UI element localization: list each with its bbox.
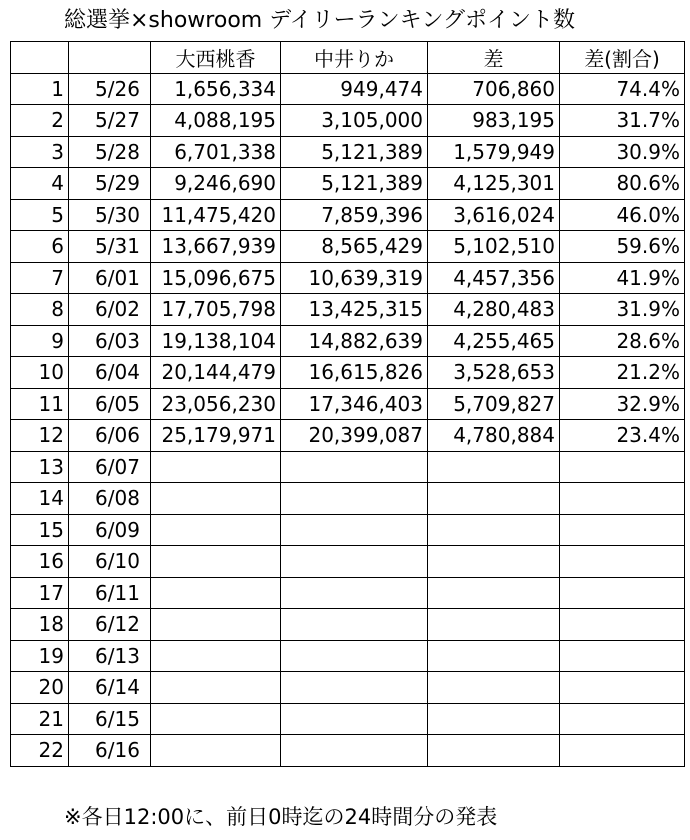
onishi-momoka-points-cell [151, 483, 281, 515]
difference-cell [428, 546, 560, 578]
date-cell: 6/14 [69, 672, 151, 704]
difference-cell [428, 451, 560, 483]
onishi-momoka-points-cell: 19,138,104 [151, 325, 281, 357]
difference-cell [428, 672, 560, 704]
nakai-rika-points-cell [281, 546, 428, 578]
date-cell: 6/02 [69, 294, 151, 326]
difference-ratio-cell [560, 483, 685, 515]
difference-ratio-cell [560, 640, 685, 672]
table-row [11, 199, 685, 231]
difference-cell [428, 483, 560, 515]
difference-cell [428, 577, 560, 609]
date-cell: 6/05 [69, 388, 151, 420]
row-number-cell: 12 [11, 420, 69, 452]
difference-ratio-cell: 80.6% [560, 168, 685, 200]
table-row [11, 577, 685, 609]
date-cell: 6/15 [69, 703, 151, 735]
table-row [11, 609, 685, 641]
table-row [11, 640, 685, 672]
difference-ratio-cell: 23.4% [560, 420, 685, 452]
nakai-rika-points-cell: 14,882,639 [281, 325, 428, 357]
nakai-rika-points-cell: 5,121,389 [281, 136, 428, 168]
nakai-rika-points-cell: 949,474 [281, 73, 428, 105]
difference-cell: 1,579,949 [428, 136, 560, 168]
nakai-rika-points-cell [281, 672, 428, 704]
nakai-rika-points-cell [281, 451, 428, 483]
onishi-momoka-points-cell: 9,246,690 [151, 168, 281, 200]
nakai-rika-points-cell: 3,105,000 [281, 105, 428, 137]
difference-ratio-cell [560, 672, 685, 704]
row-number-cell: 22 [11, 735, 69, 767]
difference-ratio-cell: 46.0% [560, 199, 685, 231]
table-row [11, 105, 685, 137]
difference-ratio-cell [560, 577, 685, 609]
onishi-momoka-points-cell: 1,656,334 [151, 73, 281, 105]
table-row [11, 420, 685, 452]
row-number-cell: 9 [11, 325, 69, 357]
nakai-rika-points-cell [281, 640, 428, 672]
date-cell: 6/12 [69, 609, 151, 641]
header-number [11, 42, 69, 74]
date-cell: 6/07 [69, 451, 151, 483]
difference-ratio-cell: 32.9% [560, 388, 685, 420]
header-difference: 差 [428, 42, 560, 74]
date-cell: 6/09 [69, 514, 151, 546]
onishi-momoka-points-cell: 17,705,798 [151, 294, 281, 326]
difference-cell [428, 703, 560, 735]
table-row [11, 703, 685, 735]
difference-ratio-cell: 28.6% [560, 325, 685, 357]
difference-ratio-cell: 59.6% [560, 231, 685, 263]
date-cell: 5/30 [69, 199, 151, 231]
page-title: 総選挙×showroom デイリーランキングポイント数 [64, 8, 575, 33]
row-number-cell: 8 [11, 294, 69, 326]
difference-cell: 3,528,653 [428, 357, 560, 389]
onishi-momoka-points-cell [151, 672, 281, 704]
table-row [11, 451, 685, 483]
row-number-cell: 19 [11, 640, 69, 672]
date-cell: 5/31 [69, 231, 151, 263]
date-cell: 5/28 [69, 136, 151, 168]
nakai-rika-points-cell: 16,615,826 [281, 357, 428, 389]
table-row [11, 325, 685, 357]
date-cell: 6/01 [69, 262, 151, 294]
onishi-momoka-points-cell [151, 735, 281, 767]
onishi-momoka-points-cell [151, 546, 281, 578]
onishi-momoka-points-cell: 4,088,195 [151, 105, 281, 137]
difference-cell [428, 640, 560, 672]
onishi-momoka-points-cell [151, 609, 281, 641]
difference-ratio-cell: 31.9% [560, 294, 685, 326]
onishi-momoka-points-cell: 6,701,338 [151, 136, 281, 168]
table-row [11, 735, 685, 767]
nakai-rika-points-cell: 8,565,429 [281, 231, 428, 263]
date-cell: 5/27 [69, 105, 151, 137]
date-cell: 6/10 [69, 546, 151, 578]
nakai-rika-points-cell [281, 735, 428, 767]
row-number-cell: 20 [11, 672, 69, 704]
difference-ratio-cell [560, 514, 685, 546]
table-row [11, 672, 685, 704]
nakai-rika-points-cell: 20,399,087 [281, 420, 428, 452]
difference-cell [428, 514, 560, 546]
difference-ratio-cell: 30.9% [560, 136, 685, 168]
nakai-rika-points-cell: 7,859,396 [281, 199, 428, 231]
table-row [11, 357, 685, 389]
row-number-cell: 3 [11, 136, 69, 168]
table-row [11, 294, 685, 326]
header-difference-ratio: 差(割合) [560, 42, 685, 74]
onishi-momoka-points-cell: 13,667,939 [151, 231, 281, 263]
date-cell: 6/11 [69, 577, 151, 609]
header-onishi-momoka: 大西桃香 [151, 42, 281, 74]
onishi-momoka-points-cell [151, 577, 281, 609]
row-number-cell: 17 [11, 577, 69, 609]
difference-ratio-cell [560, 609, 685, 641]
ranking-table-body [11, 42, 685, 767]
nakai-rika-points-cell [281, 703, 428, 735]
date-cell: 6/06 [69, 420, 151, 452]
row-number-cell: 6 [11, 231, 69, 263]
date-cell: 6/08 [69, 483, 151, 515]
difference-ratio-cell [560, 735, 685, 767]
row-number-cell: 11 [11, 388, 69, 420]
difference-ratio-cell: 41.9% [560, 262, 685, 294]
date-cell: 6/13 [69, 640, 151, 672]
footnote: ※各日12:00に、前日0時迄の24時間分の発表 [64, 805, 498, 829]
nakai-rika-points-cell: 13,425,315 [281, 294, 428, 326]
difference-ratio-cell: 31.7% [560, 105, 685, 137]
table-row [11, 388, 685, 420]
difference-cell: 3,616,024 [428, 199, 560, 231]
row-number-cell: 4 [11, 168, 69, 200]
table-row [11, 168, 685, 200]
difference-ratio-cell [560, 451, 685, 483]
table-row [11, 73, 685, 105]
date-cell: 6/16 [69, 735, 151, 767]
date-cell: 5/26 [69, 73, 151, 105]
row-number-cell: 1 [11, 73, 69, 105]
row-number-cell: 21 [11, 703, 69, 735]
difference-cell: 5,709,827 [428, 388, 560, 420]
nakai-rika-points-cell [281, 609, 428, 641]
onishi-momoka-points-cell: 11,475,420 [151, 199, 281, 231]
difference-cell [428, 735, 560, 767]
onishi-momoka-points-cell [151, 640, 281, 672]
onishi-momoka-points-cell: 15,096,675 [151, 262, 281, 294]
nakai-rika-points-cell: 5,121,389 [281, 168, 428, 200]
header-date [69, 42, 151, 74]
date-cell: 6/04 [69, 357, 151, 389]
difference-cell [428, 609, 560, 641]
header-nakai-rika: 中井りか [281, 42, 428, 74]
date-cell: 5/29 [69, 168, 151, 200]
row-number-cell: 16 [11, 546, 69, 578]
difference-cell: 5,102,510 [428, 231, 560, 263]
difference-cell: 4,780,884 [428, 420, 560, 452]
onishi-momoka-points-cell: 25,179,971 [151, 420, 281, 452]
difference-cell: 983,195 [428, 105, 560, 137]
nakai-rika-points-cell: 10,639,319 [281, 262, 428, 294]
row-number-cell: 13 [11, 451, 69, 483]
row-number-cell: 15 [11, 514, 69, 546]
onishi-momoka-points-cell [151, 703, 281, 735]
difference-cell: 706,860 [428, 73, 560, 105]
onishi-momoka-points-cell: 23,056,230 [151, 388, 281, 420]
date-cell: 6/03 [69, 325, 151, 357]
nakai-rika-points-cell: 17,346,403 [281, 388, 428, 420]
row-number-cell: 10 [11, 357, 69, 389]
table-row [11, 262, 685, 294]
row-number-cell: 14 [11, 483, 69, 515]
row-number-cell: 5 [11, 199, 69, 231]
onishi-momoka-points-cell: 20,144,479 [151, 357, 281, 389]
nakai-rika-points-cell [281, 577, 428, 609]
row-number-cell: 2 [11, 105, 69, 137]
table-row [11, 546, 685, 578]
difference-ratio-cell: 21.2% [560, 357, 685, 389]
row-number-cell: 7 [11, 262, 69, 294]
difference-ratio-cell [560, 703, 685, 735]
difference-cell: 4,457,356 [428, 262, 560, 294]
difference-ratio-cell [560, 546, 685, 578]
ranking-table [10, 41, 685, 767]
difference-ratio-cell: 74.4% [560, 73, 685, 105]
header-row [11, 42, 685, 74]
onishi-momoka-points-cell [151, 451, 281, 483]
table-row [11, 231, 685, 263]
table-row [11, 483, 685, 515]
difference-cell: 4,280,483 [428, 294, 560, 326]
onishi-momoka-points-cell [151, 514, 281, 546]
nakai-rika-points-cell [281, 483, 428, 515]
table-row [11, 136, 685, 168]
difference-cell: 4,125,301 [428, 168, 560, 200]
table-row [11, 514, 685, 546]
nakai-rika-points-cell [281, 514, 428, 546]
row-number-cell: 18 [11, 609, 69, 641]
difference-cell: 4,255,465 [428, 325, 560, 357]
